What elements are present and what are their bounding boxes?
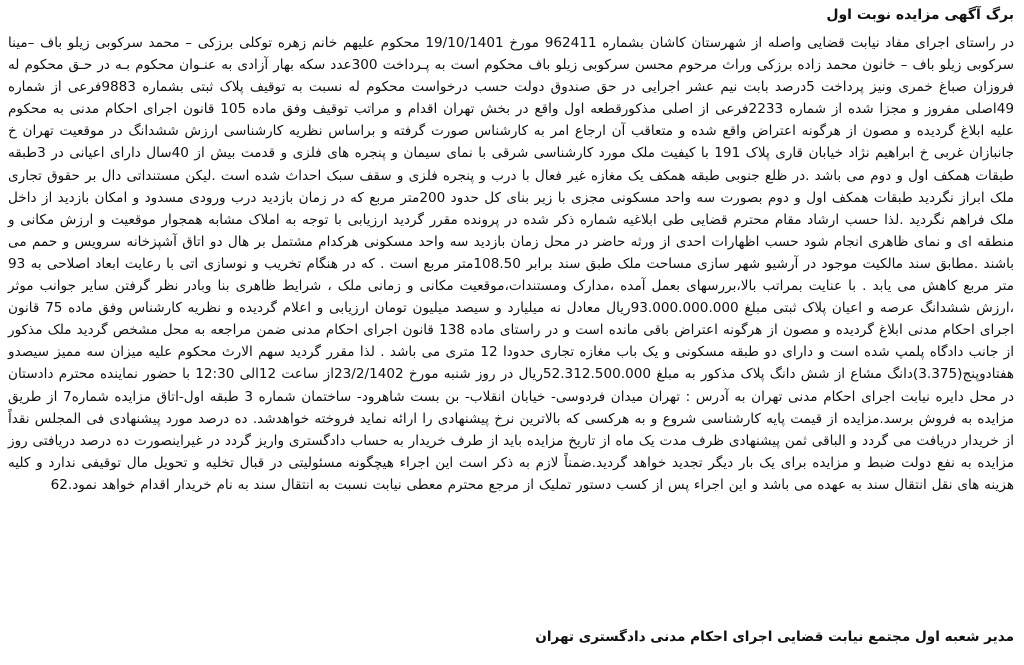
notice-body: در راستای اجرای مفاد نیابت قضایی واصله از شهرستان کاشان بشماره 962411 مورخ 19/10/1401 محکوم علیهم خانم زهره توکلی برزکی – محمد سرکوبی زیلو باف –مینا سرکوبی زیلو باف – خانون محمد زاده برزکی وراث مرحوم محسن سرکوبی زیلو باف محکوم است به پـرداخت 300عدد سکه بهار آزادی به عنـوان محکوم بـه در حـق محکوم له فروزان صباغ خمری ونیز پرداخت 5درصد بابت نیم عشر اجرایی در حق صندوق دولت حسب درخواست محکوم له نسبت به توقیف پلاک ثبتی بشماره 9883فرعی از شماره 49اصلی مفروز و مجزا شده از شماره 2233فرعی از اصلی مذکورقطعه اول واقع در بخش تهران اقدام و مراتب توقیف وفق ماده 105 قانون اجرای احکام مدنی به محکوم علیه ابلاغ گردیده و مصون از هرگونه اعتراض واقع شده و متعاقب آن ارجاع امر به کارشناس صورت گرفته و براساس نظریه کارشناسی ارزش ششدانگ در موقعیت تهران خ جانبازان غربی خ ابراهیم نژاد خیابان قاری پلاک 191 با کیفیت ملک مورد کارشناسی شرقی با نمای سیمان و پنجره های فلزی و قدمت بیش از 40سال دارای اعیانی در 3طبقه طبقات همکف اول و دوم می باشد .در ظلع جنوبی طبقه همکف یک مغازه غیر فعال با درب و پنجره فلزی و سقف سبک احداث شده است .لیکن مستنداتی دال بر حقوق تجاری ملک ابراز نگردید طبقات همکف اول و دوم بصورت سه واحد مسکونی مجزی با زیر بنای کل حدود 200متر مربع که در زمان بازدید درب ورودی مسدود و امکان بازدید از داخل ملک فراهم نگردید .لذا حسب ارشاد مقام محترم قضایی طی ابلاغیه شماره ذکر شده در پرونده مقرر گردید ارزیابی با توجه به املاک مشابه همجوار موقعیت و ارزش مکانی و منطقه ای و نمای ظاهری انجام شود حسب اظهارات احدی از ورثه حاضر در محل زمان بازدید سه واحد مسکونی هرکدام مشتمل بر هال دو اتاق آشپزخانه سرویس و حمم می باشند .مطابق سند مالکیت موجود در آرشیو شهر سازی مساحت ملک طبق سند برابر 108.50متر مربع است . که در هنگام تخریب و نوسازی اتی با رعایت ابعاد اصلاحی به 93 متر مربع کاهش می یابد . با عنایت بمراتب بالا،بررسهای بعمل آمده ،مدارک ومستندات،موقعیت مکانی و زمانی ملک ، شرایط ظاهری بنا وبادر نظر گرفتن سایر جوانب موثر ،ارزش ششدانگ عرصه و اعیان پلاک ثبتی مبلغ 93.000.000.000ریال معادل نه میلیارد و سیصد میلیون تومان ارزیابی و اعلام گردیده و نظریه کارشناس وفق ماده 75 قانون اجرای احکام مدنی ابلاغ گردیده و مصون از هرگونه اعتراض باقی مانده است و در راستای ماده 138 قانون اجرای احکام مدنی ضمن مراجعه به محل مشخص گردید ملک مذکور از جانب دادگاه پلمپ شده است و دارای دو طبقه مسکونی و یک باب مغازه تجاری حدودا 12 متری می باشد . لذا مقرر گردید سهم الارث محکوم علیه میزان سه ممیز سیصدو هفتادوپنج(3.375)دانگ مشاع از شش دانگ پلاک مذکور به مبلغ 52.312.500.000ریال در روز شنبه مورخ 23/2/1402از ساعت 12الی 12:30 با حضور نماینده محترم دادستان در محل دایره نیابت اجرای احکام مدنی تهران به آدرس : تهران میدان فردوسی- خیابان انقلاب- بن بست شاهرود- ساختمان شماره 3 طبقه اول-اتاق مزایده شماره7 از طریق مزایده به فروش برسد.مزایده از قیمت پایه کارشناسی شروع و به هرکسی که بالاترین نرخ پیشنهادی را ارائه نماید فروخته خواهدشد. ده درصد مورد پیشنهادی فی المجلس نقداً از خریدار دریافت می گردد و الباقی ثمن پیشنهادی ظرف مدت یک ماه از تاریخ مزایده باید از طرف خریدار به حساب دادگستری واریز گردد در غیراینصورت ده درصد دریافتی روز مزایده به نفع دولت ضبط و مزایده برای یک بار دیگر تجدید خواهد گردید.ضمناً لازم به ذکر است این اجراء هیچگونه مسئولیتی در قبال تخلیه و تحویل مال توقیفی ندارد و کلیه هزینه های نقل انتقال سند به عهده می باشد و این اجراء پس از کسب دستور تملیک از مرجع محترم معطی نیابت نسبت به انتقال سند به نام خریدار اقدام خواهد نمود.62: [8, 35, 1015, 493]
auction-notice-document: [8, 4, 1014, 660]
notice-title: برگ آگهی مزایده نوبت اول: [826, 7, 1014, 23]
notice-signature: مدیر شعبه اول مجتمع نیابت قضایی اجرای احکام مدنی دادگستری تهران: [535, 629, 1014, 645]
